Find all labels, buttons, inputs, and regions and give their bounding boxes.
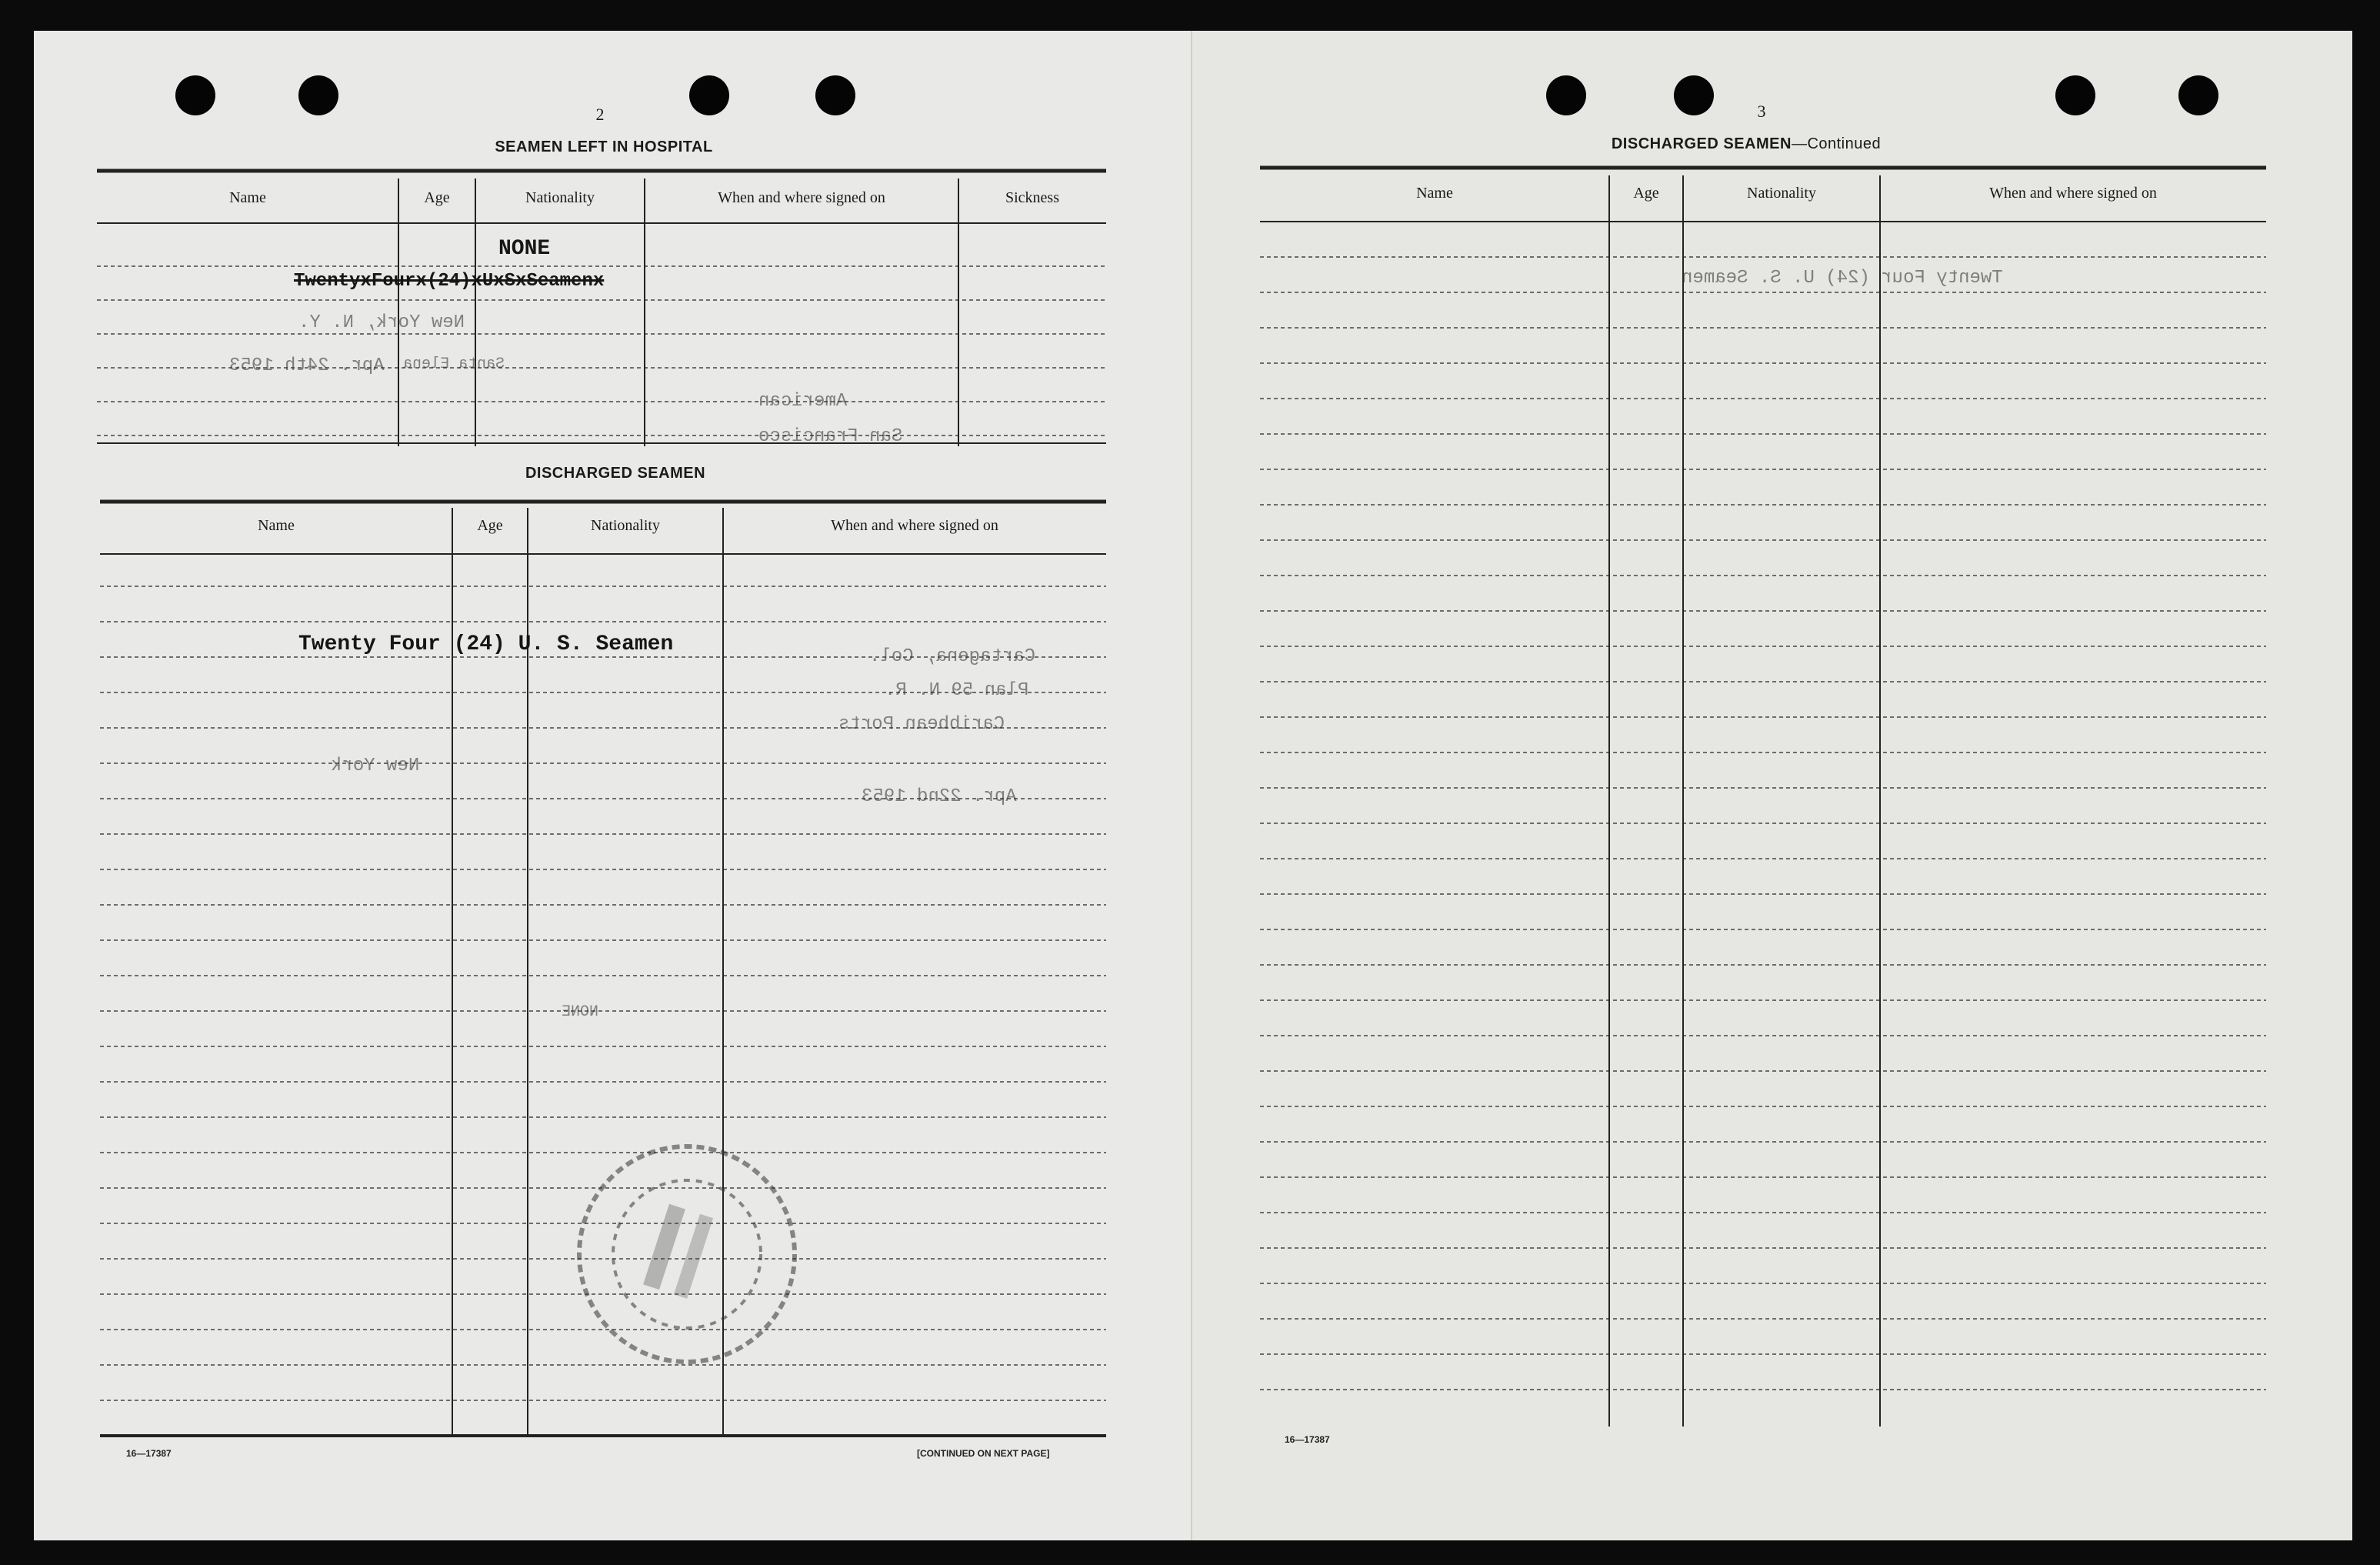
page-number: 2 bbox=[595, 105, 605, 124]
bleed-through-text: Santa Elena bbox=[403, 355, 505, 373]
column-header-nationality: Nationality bbox=[525, 189, 595, 206]
bleed-through-text: NONE bbox=[562, 1003, 599, 1021]
bleed-through-text: Plan 59 N. R. bbox=[885, 680, 1029, 701]
punch-hole-icon bbox=[815, 75, 855, 115]
punch-hole-icon bbox=[2055, 75, 2095, 115]
discharged-continued-table-lines bbox=[1260, 165, 2266, 1427]
hospital-table bbox=[97, 168, 1106, 446]
bleed-through-text: New York bbox=[331, 756, 420, 776]
column-header-signed-on: When and where signed on bbox=[1989, 185, 2157, 202]
hospital-struck-entry: TwentyxFourx(24)xUxSxSeamenx bbox=[294, 271, 605, 292]
form-number: 16—17387 bbox=[1285, 1434, 1330, 1445]
bleed-through-text: Twenty Four (24) U. S. Seamen bbox=[1682, 268, 2003, 289]
punch-hole-icon bbox=[689, 75, 729, 115]
column-header-age: Age bbox=[1633, 185, 1659, 202]
column-header-nationality: Nationality bbox=[1747, 185, 1816, 202]
form-number: 16—17387 bbox=[126, 1448, 172, 1459]
bleed-through-text: American bbox=[758, 391, 848, 412]
discharged-continued-table bbox=[1260, 165, 2266, 1427]
bleed-through-text: Cartagena, Col. bbox=[869, 646, 1036, 667]
discharged-continued-title bbox=[1523, 135, 1969, 153]
punch-hole-icon bbox=[298, 75, 338, 115]
bleed-through-text: Apr. 24th 1953 bbox=[229, 355, 385, 376]
discharged-section-title: DISCHARGED SEAMEN bbox=[525, 465, 706, 482]
column-header-sickness: Sickness bbox=[1005, 189, 1059, 206]
column-header-name: Name bbox=[258, 517, 295, 534]
bleed-through-text: Caribbean Ports bbox=[838, 714, 1005, 735]
circular-port-stamp-icon bbox=[568, 1139, 806, 1370]
column-header-name: Name bbox=[1416, 185, 1453, 202]
bleed-through-text: Apr. 22nd 1953 bbox=[862, 786, 1017, 807]
punch-hole-icon bbox=[1674, 75, 1714, 115]
punch-hole-icon bbox=[175, 75, 215, 115]
hospital-table-lines bbox=[97, 168, 1106, 446]
column-header-signed-on: When and where signed on bbox=[718, 189, 885, 206]
column-header-signed-on: When and where signed on bbox=[831, 517, 998, 534]
discharged-entry: Twenty Four (24) U. S. Seamen bbox=[298, 632, 674, 656]
hospital-entry-none: NONE bbox=[498, 237, 551, 261]
column-header-age: Age bbox=[477, 517, 503, 534]
column-header-age: Age bbox=[424, 189, 450, 206]
continued-note: [CONTINUED ON NEXT PAGE] bbox=[917, 1448, 1050, 1459]
bleed-through-text: San Francisco bbox=[758, 426, 903, 447]
bleed-through-text: New York, N. Y. bbox=[298, 312, 465, 333]
page-number: 3 bbox=[1757, 102, 1766, 121]
discharged-continued-title-main: DISCHARGED SEAMEN bbox=[1611, 135, 1792, 152]
punch-hole-icon bbox=[1546, 75, 1586, 115]
discharged-continued-title-suffix: —Continued bbox=[1791, 135, 1882, 152]
punch-hole-icon bbox=[2178, 75, 2218, 115]
hospital-section-title: SEAMEN LEFT IN HOSPITAL bbox=[495, 138, 713, 155]
column-header-name: Name bbox=[229, 189, 266, 206]
column-header-nationality: Nationality bbox=[591, 517, 660, 534]
